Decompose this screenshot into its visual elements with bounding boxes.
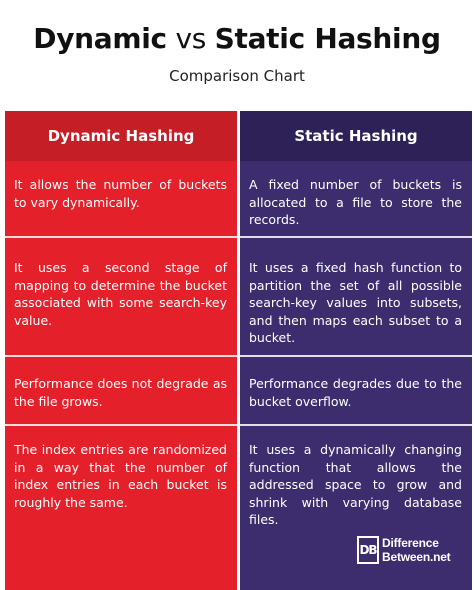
dynamic-hashing-heading: Dynamic Hashing <box>5 111 237 161</box>
static-row-4: It uses a dynamically changing function that allows the addressed space to grow and shrink with varying database files. <box>249 442 462 527</box>
static-row-3: Performance degrades due to the bucket overflow. <box>249 376 462 409</box>
title-vs: vs <box>175 22 207 55</box>
row-divider <box>5 236 237 238</box>
static-row-1: A fixed number of buckets is allocated to a file to store the records. <box>249 177 462 227</box>
dynamic-row-3: Performance does not degrade as the file grows. <box>14 376 227 409</box>
static-row-2: It uses a fixed hash function to partition the set of all possible search-key values into subsets, and then maps each subset to a bucket. <box>249 260 462 345</box>
dynamic-row-1: It allows the number of buckets to vary dynamically. <box>14 177 227 210</box>
dynamic-row-4: The index entries are randomized in a way that the number of index entries in each bucket is roughly the same. <box>14 442 227 510</box>
logo-wordmark <box>382 536 450 564</box>
dynamic-row-2: It uses a second stage of mapping to determine the bucket associated with some search-key value. <box>14 260 227 328</box>
chart-title <box>0 22 474 56</box>
logo-line-1: Difference <box>382 536 439 550</box>
title-dynamic: Dynamic <box>33 22 167 55</box>
row-divider <box>240 424 472 426</box>
row-divider <box>5 355 237 357</box>
logo-line-2: Between.net <box>382 550 451 564</box>
difference-between-logo <box>357 536 450 564</box>
row-divider <box>240 236 472 238</box>
static-hashing-column <box>240 111 472 590</box>
static-hashing-heading: Static Hashing <box>240 111 472 161</box>
db-logo-mark: DB <box>357 536 379 564</box>
row-divider <box>5 424 237 426</box>
dynamic-hashing-column <box>5 111 237 590</box>
chart-subtitle: Comparison Chart <box>169 67 305 85</box>
row-divider <box>240 355 472 357</box>
title-static-hashing: Static Hashing <box>214 22 441 55</box>
